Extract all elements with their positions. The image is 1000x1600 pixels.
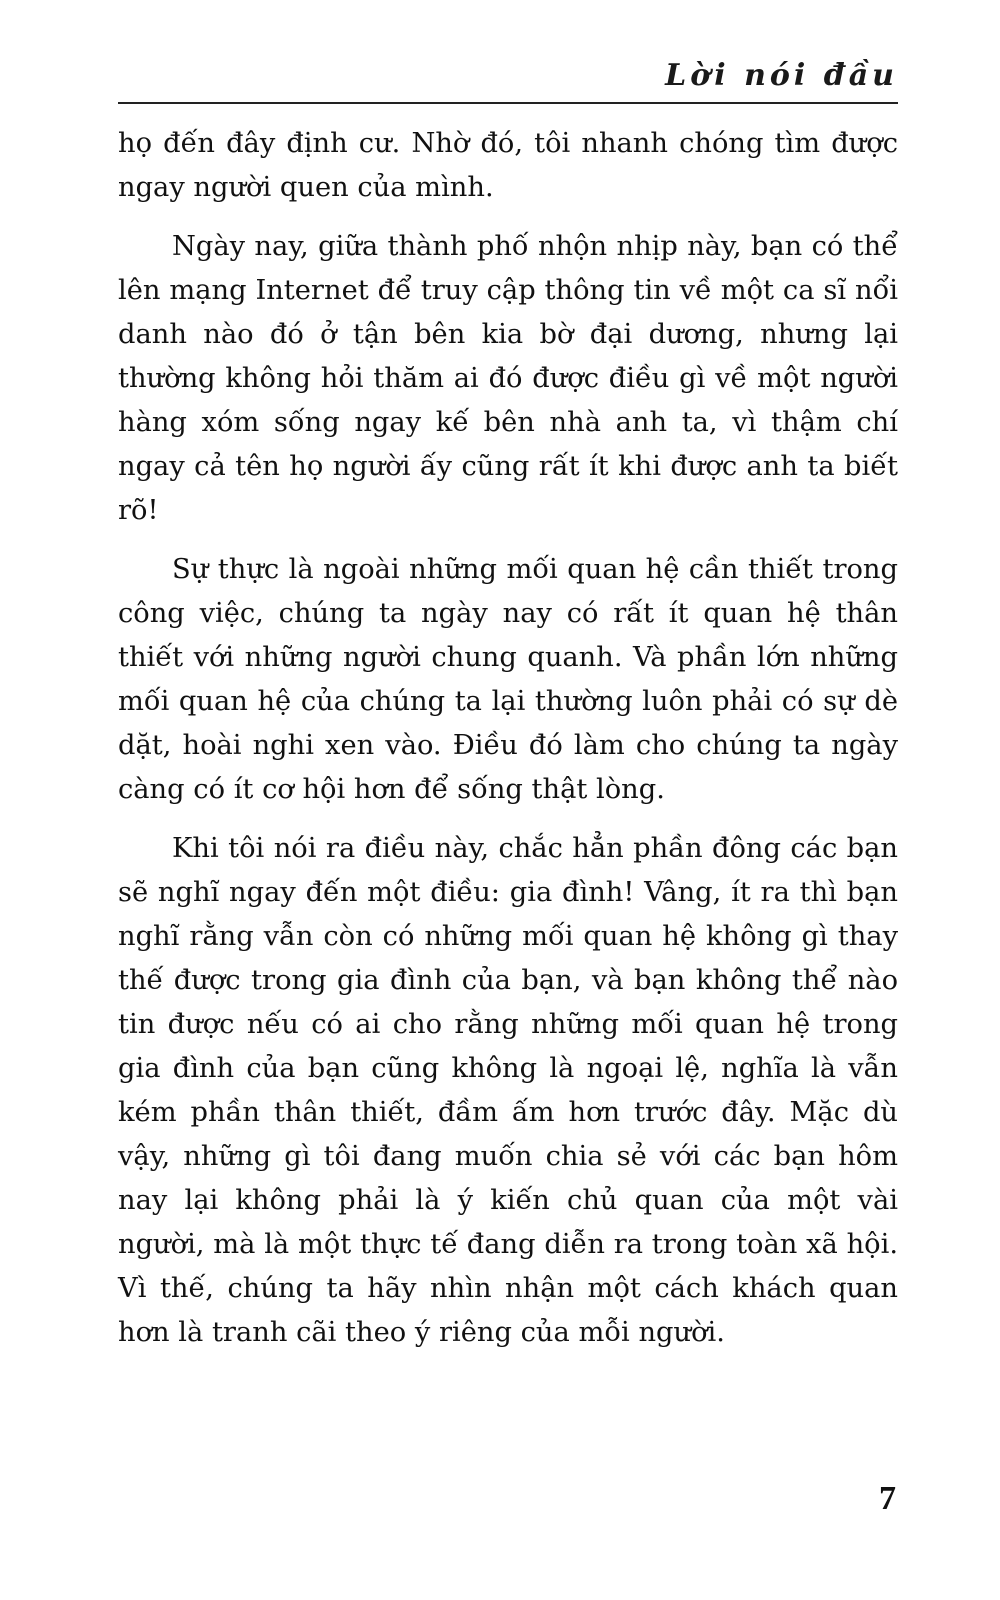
page-number: 7	[879, 1480, 896, 1517]
chapter-title: Lời nói đầu	[665, 58, 898, 93]
page-body	[118, 122, 898, 1370]
paragraph: Ngày nay, giữa thành phố nhộn nhịp này, bạn có thể lên mạng Internet để truy cập thông tin về một ca sĩ nổi danh nào đó ở tận bên kia bờ đại dương, nhưng lại thường không hỏi thăm ai đó được điều gì về một người hàng xóm sống ngay kế bên nhà anh ta, vì thậm chí ngay cả tên họ người ấy cũng rất ít khi được anh ta biết rõ!	[118, 231, 898, 526]
paragraph-continuation: họ đến đây định cư. Nhờ đó, tôi nhanh chóng tìm được ngay người quen của mình.	[118, 128, 898, 203]
running-header	[118, 50, 898, 104]
paragraph: Khi tôi nói ra điều này, chắc hẳn phần đông các bạn sẽ nghĩ ngay đến một điều: gia đình! Vâng, ít ra thì bạn nghĩ rằng vẫn còn có những mối quan hệ không gì thay thế được trong gia đình của bạn, và bạn không thể nào tin được nếu có ai cho rằng những mối quan hệ trong gia đình của bạn cũng không là ngoại lệ, nghĩa là vẫn kém phần thân thiết, đầm ấm hơn trước đây. Mặc dù vậy, những gì tôi đang muốn chia sẻ với các bạn hôm nay lại không phải là ý kiến chủ quan của một vài người, mà là một thực tế đang diễn ra trong toàn xã hội. Vì thế, chúng ta hãy nhìn nhận một cách khách quan hơn là tranh cãi theo ý riêng của mỗi người.	[118, 833, 898, 1348]
paragraph: Sự thực là ngoài những mối quan hệ cần thiết trong công việc, chúng ta ngày nay có rất ít quan hệ thân thiết với những người chung quanh. Và phần lớn những mối quan hệ của chúng ta lại thường luôn phải có sự dè dặt, hoài nghi xen vào. Điều đó làm cho chúng ta ngày càng có ít cơ hội hơn để sống thật lòng.	[118, 554, 898, 805]
